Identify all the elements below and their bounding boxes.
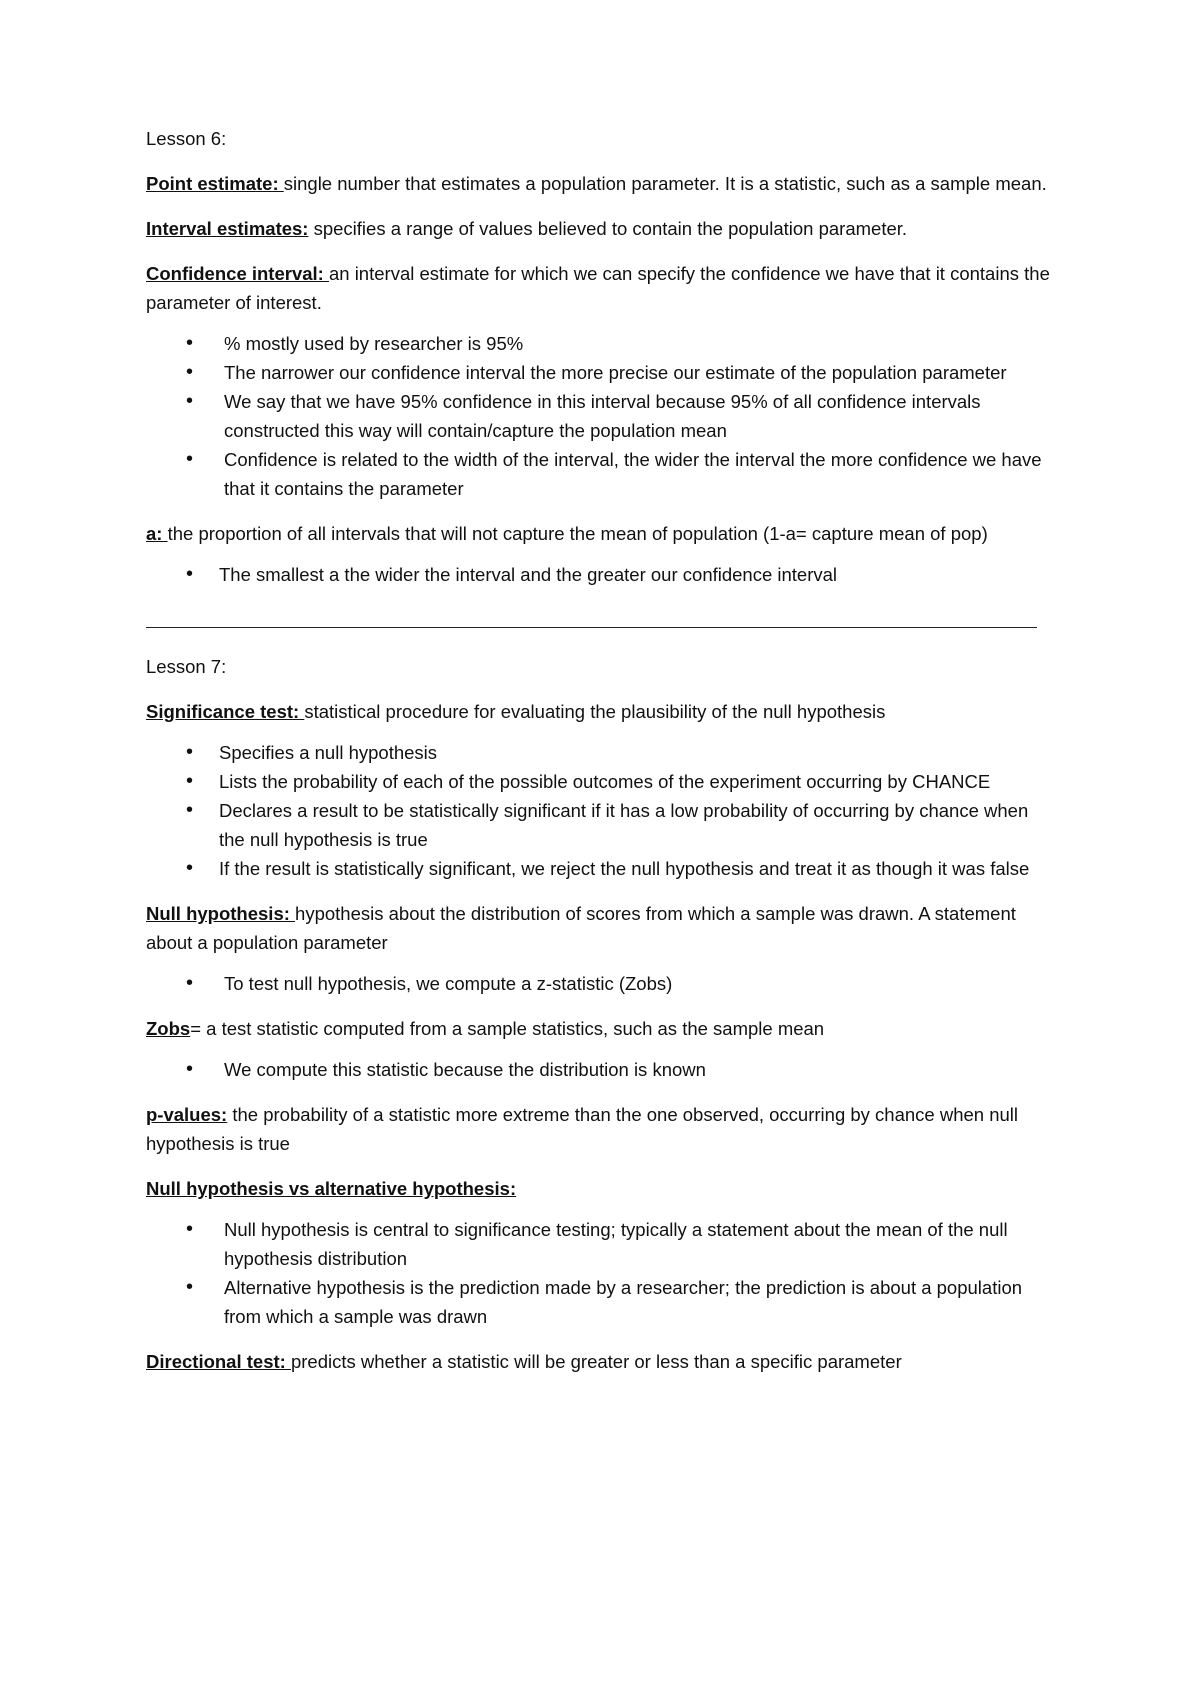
list-item: • % mostly used by researcher is 95% xyxy=(146,329,1055,358)
confidence-interval-bullet-list xyxy=(146,329,1055,503)
list-item: • The smallest a the wider the interval and the greater our confidence interval xyxy=(146,560,1055,589)
list-item: • We say that we have 95% confidence in this interval because 95% of all confidence intervals constructed this way will contain/capture the population mean xyxy=(146,387,1055,445)
lesson7-heading: Lesson 7: xyxy=(146,656,227,677)
significance-test-bullet-list xyxy=(146,738,1055,883)
null-hypothesis-term: Null hypothesis: xyxy=(146,903,296,924)
list-item: • Lists the probability of each of the possible outcomes of the experiment occurring by CHANCE xyxy=(146,767,1055,796)
list-item: • Declares a result to be statistically significant if it has a low probability of occurring by chance when the null hypothesis is true xyxy=(146,796,1055,854)
null-hypothesis-bullet-list xyxy=(146,969,1055,998)
confidence-interval-paragraph xyxy=(146,259,1055,317)
alpha-term: a: xyxy=(146,523,168,544)
alpha-paragraph xyxy=(146,519,1055,548)
zobs-paragraph xyxy=(146,1014,1055,1043)
list-item: • If the result is statistically significant, we reject the null hypothesis and treat it as though it was false xyxy=(146,854,1055,883)
significance-test-paragraph xyxy=(146,697,1055,726)
zobs-bullet-list xyxy=(146,1055,1055,1084)
interval-estimates-term: Interval estimates: xyxy=(146,218,309,239)
confidence-interval-term: Confidence interval: xyxy=(146,263,329,284)
list-item: • Null hypothesis is central to significance testing; typically a statement about the mean of the null hypothesis distribution xyxy=(146,1215,1055,1273)
directional-test-term: Directional test: xyxy=(146,1351,291,1372)
interval-estimates-definition: specifies a range of values believed to contain the population parameter. xyxy=(308,218,908,239)
spacer xyxy=(146,605,1055,615)
point-estimate-definition: single number that estimates a population parameter. It is a statistic, such as a sample mean. xyxy=(283,173,1047,194)
list-item: • To test null hypothesis, we compute a z-statistic (Zobs) xyxy=(146,969,1055,998)
p-values-definition: the probability of a statistic more extreme than the one observed, occurring by chance when null hypothesis is true xyxy=(146,1104,1019,1154)
alpha-bullet-list xyxy=(146,560,1055,589)
interval-estimates-paragraph xyxy=(146,214,1055,243)
list-item: • The narrower our confidence interval the more precise our estimate of the population parameter xyxy=(146,358,1055,387)
section-divider xyxy=(146,627,1037,628)
significance-test-term: Significance test: xyxy=(146,701,305,722)
null-vs-alternative-heading xyxy=(146,1174,1055,1203)
lesson6-heading: Lesson 6: xyxy=(146,128,227,149)
null-vs-alternative-term: Null hypothesis vs alternative hypothesis: xyxy=(146,1178,517,1199)
point-estimate-paragraph xyxy=(146,169,1055,198)
null-hypothesis-paragraph xyxy=(146,899,1055,957)
list-item: • We compute this statistic because the distribution is known xyxy=(146,1055,1055,1084)
zobs-term: Zobs xyxy=(146,1018,191,1039)
list-item: • Alternative hypothesis is the prediction made by a researcher; the prediction is about a population from which a sample was drawn xyxy=(146,1273,1055,1331)
confidence-interval-definition: an interval estimate for which we can specify the confidence we have that it contains the parameter of interest. xyxy=(146,263,1050,313)
list-item: • Specifies a null hypothesis xyxy=(146,738,1055,767)
significance-test-definition: statistical procedure for evaluating the plausibility of the null hypothesis xyxy=(304,701,886,722)
point-estimate-term: Point estimate: xyxy=(146,173,284,194)
directional-test-definition: predicts whether a statistic will be greater or less than a specific parameter xyxy=(290,1351,902,1372)
alpha-definition: the proportion of all intervals that will not capture the mean of population (1-a= capture mean of pop) xyxy=(167,523,988,544)
null-vs-alternative-bullet-list xyxy=(146,1215,1055,1331)
directional-test-paragraph xyxy=(146,1347,1055,1376)
p-values-paragraph xyxy=(146,1100,1055,1158)
p-values-term: p-values: xyxy=(146,1104,228,1125)
list-item: • Confidence is related to the width of the interval, the wider the interval the more confidence we have that it contains the parameter xyxy=(146,445,1055,503)
zobs-definition: = a test statistic computed from a sample statistics, such as the sample mean xyxy=(190,1018,825,1039)
null-hypothesis-definition: hypothesis about the distribution of scores from which a sample was drawn. A statement about a population parameter xyxy=(146,903,1016,953)
